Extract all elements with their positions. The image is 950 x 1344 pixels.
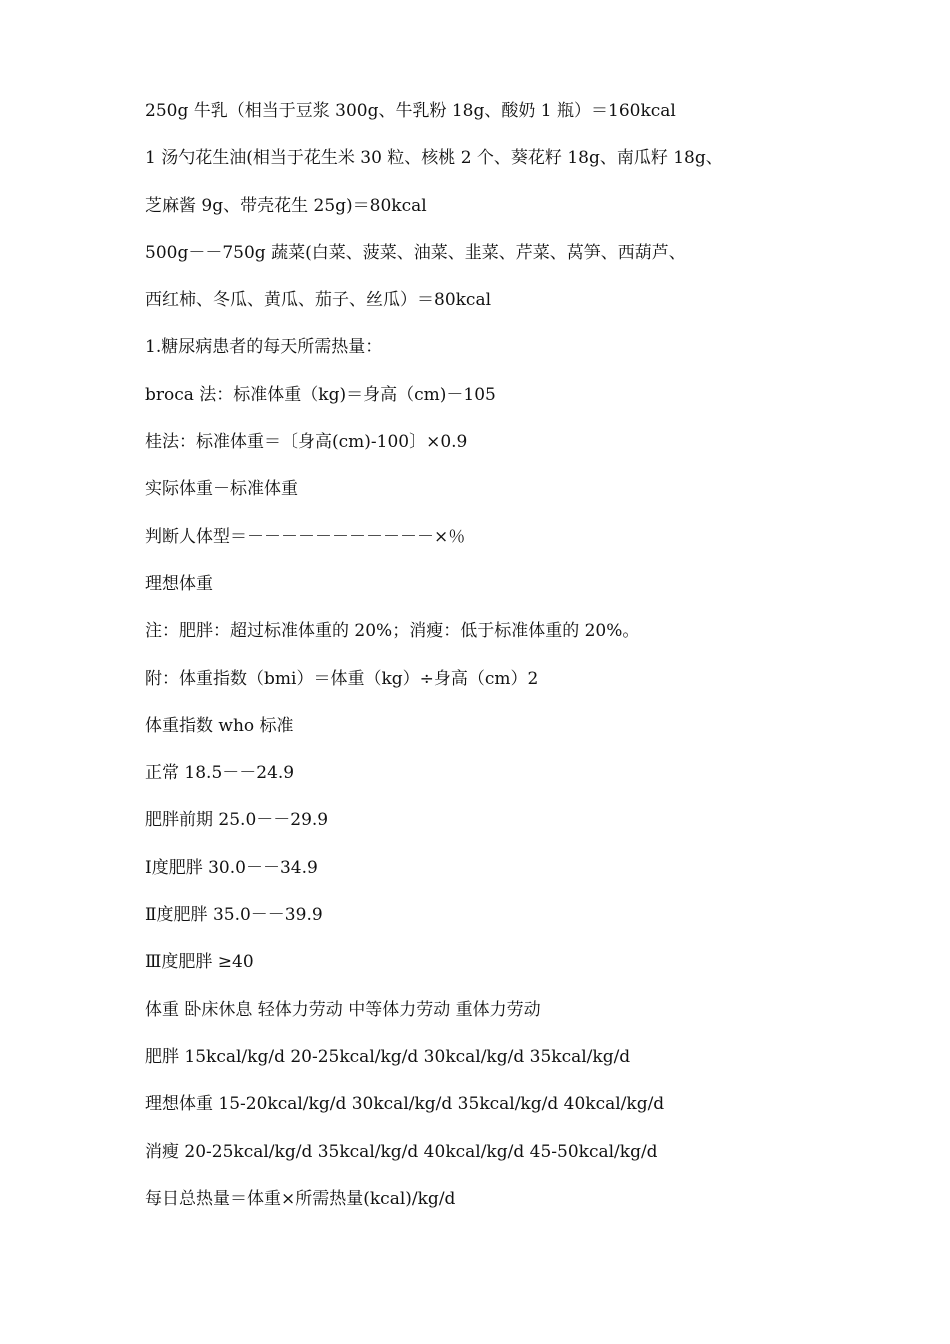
line-oil-equivalent-cont: 芝麻酱 9g、带壳花生 25g)＝80kcal [145, 195, 427, 216]
line-activity-thin: 消瘦 20-25kcal/kg/d 35kcal/kg/d 40kcal/kg/d 45-50kcal/kg/d [145, 1141, 658, 1162]
line-activity-ideal: 理想体重 15-20kcal/kg/d 30kcal/kg/d 35kcal/kg/d 40kcal/kg/d [145, 1094, 665, 1115]
line-fraction-denominator: 理想体重 [145, 573, 213, 594]
section-heading-daily-calories: 1.糖尿病患者的每天所需热量： [145, 337, 383, 358]
line-bmi-who-heading: 体重指数 who 标准 [145, 715, 294, 736]
line-bmi-formula: 附：体重指数（bmi）＝体重（kg）÷身高（cm）2 [145, 668, 539, 689]
line-body-type-formula: 判断人体型＝－－－－－－－－－－－×％ [145, 526, 466, 547]
line-fraction-numerator: 实际体重－标准体重 [145, 479, 298, 500]
line-activity-obese: 肥胖 15kcal/kg/d 20-25kcal/kg/d 30kcal/kg/d 35kcal/kg/d [145, 1046, 631, 1067]
line-bmi-obese-2: Ⅱ度肥胖 35.0－－39.9 [145, 905, 323, 926]
line-bmi-normal: 正常 18.5－－24.9 [145, 763, 295, 784]
line-activity-header: 体重 卧床休息 轻体力劳动 中等体力劳动 重体力劳动 [145, 999, 541, 1020]
line-vegetables: 500g－－750g 蔬菜(白菜、菠菜、油菜、韭菜、芹菜、莴笋、西葫芦、 [145, 242, 686, 263]
line-gui-formula: 桂法：标准体重＝〔身高(cm)-100〕×0.9 [145, 432, 468, 453]
line-bmi-obese-1: Ⅰ度肥胖 30.0－－34.9 [145, 857, 318, 878]
line-bmi-preobese: 肥胖前期 25.0－－29.9 [145, 810, 329, 831]
line-vegetables-cont: 西红柿、冬瓜、黄瓜、茄子、丝瓜）＝80kcal [145, 290, 492, 311]
document-body [145, 88, 925, 1223]
line-note-obesity: 注：肥胖：超过标准体重的 20%；消瘦：低于标准体重的 20%。 [145, 621, 640, 642]
line-total-calories: 每日总热量＝体重×所需热量(kcal)/kg/d [145, 1188, 456, 1209]
line-milk-equivalent: 250g 牛乳（相当于豆浆 300g、牛乳粉 18g、酸奶 1 瓶）＝160kcal [145, 101, 676, 121]
line-bmi-obese-3: Ⅲ度肥胖 ≥40 [145, 952, 254, 973]
line-broca-formula: broca 法：标准体重（kg)＝身高（cm)－105 [145, 384, 496, 405]
line-oil-equivalent: 1 汤勺花生油(相当于花生米 30 粒、核桃 2 个、葵花籽 18g、南瓜籽 18g、 [145, 148, 723, 169]
